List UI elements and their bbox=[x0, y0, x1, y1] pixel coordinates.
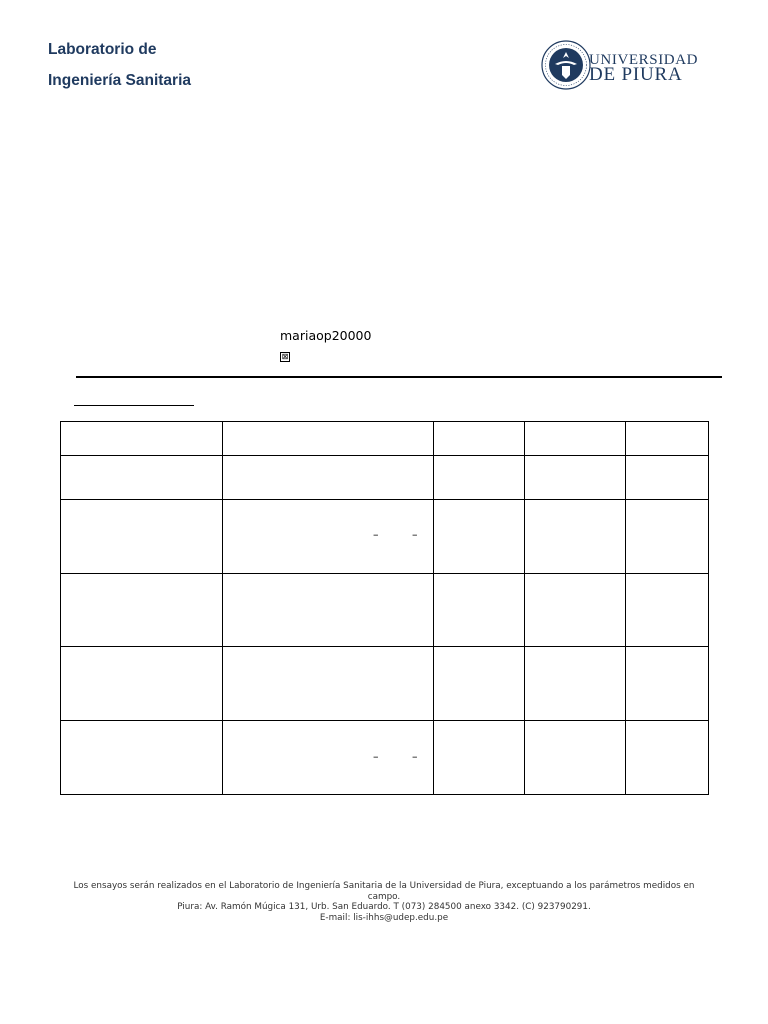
table-cell bbox=[223, 456, 434, 500]
table-cell bbox=[223, 647, 434, 721]
table-row bbox=[61, 574, 709, 647]
results-table bbox=[60, 421, 709, 795]
table-cell bbox=[61, 456, 223, 500]
table-cell bbox=[434, 422, 525, 456]
table-cell bbox=[525, 456, 626, 500]
table-cell bbox=[434, 647, 525, 721]
table-cell bbox=[626, 721, 709, 795]
table-row bbox=[61, 647, 709, 721]
table-cell bbox=[434, 721, 525, 795]
table-cell bbox=[626, 456, 709, 500]
table-row bbox=[61, 500, 709, 574]
table-cell bbox=[434, 456, 525, 500]
table-cell bbox=[61, 647, 223, 721]
table-cell bbox=[626, 574, 709, 647]
table-cell bbox=[223, 721, 434, 795]
close-icon[interactable]: ⊠ bbox=[281, 352, 289, 361]
table-row bbox=[61, 721, 709, 795]
table-cell bbox=[525, 647, 626, 721]
logo-text-line-2: DE PIURA bbox=[589, 64, 683, 85]
table-cell bbox=[525, 500, 626, 574]
table-cell bbox=[61, 500, 223, 574]
signature-line bbox=[74, 405, 194, 406]
table-cell bbox=[61, 574, 223, 647]
table-cell bbox=[626, 422, 709, 456]
lab-title-line-2: Ingeniería Sanitaria bbox=[48, 72, 191, 89]
university-logo bbox=[541, 40, 699, 92]
table-cell bbox=[61, 721, 223, 795]
user-name: mariaop20000 bbox=[280, 328, 372, 343]
dash-marks: – – bbox=[373, 528, 418, 541]
university-seal-icon bbox=[541, 40, 591, 90]
table-cell bbox=[223, 422, 434, 456]
table-cell bbox=[626, 500, 709, 574]
footer bbox=[70, 881, 698, 923]
logo-text-line-1: UNIVERSIDAD bbox=[589, 52, 699, 68]
footer-disclaimer: Los ensayos serán realizados en el Laboratorio de Ingeniería Sanitaria de la Universidad de Piura, exceptuando a los parámetros medidos en campo. bbox=[73, 881, 695, 902]
table-cell bbox=[626, 647, 709, 721]
table-cell bbox=[434, 574, 525, 647]
table-cell bbox=[525, 721, 626, 795]
table-cell bbox=[61, 422, 223, 456]
table-cell bbox=[525, 422, 626, 456]
table-row bbox=[61, 422, 709, 456]
table-cell bbox=[223, 500, 434, 574]
lab-title-line-1: Laboratorio de bbox=[48, 41, 157, 58]
table-row bbox=[61, 456, 709, 500]
dash-marks: – – bbox=[373, 750, 418, 763]
table-cell bbox=[223, 574, 434, 647]
table-cell bbox=[525, 574, 626, 647]
footer-email[interactable]: E-mail: lis-ihhs@udep.edu.pe bbox=[319, 912, 449, 923]
divider-line bbox=[76, 376, 722, 378]
table-cell bbox=[434, 500, 525, 574]
footer-address: Piura: Av. Ramón Múgica 131, Urb. San Eduardo. T (073) 284500 anexo 3342. (C) 923790291. bbox=[177, 902, 591, 913]
